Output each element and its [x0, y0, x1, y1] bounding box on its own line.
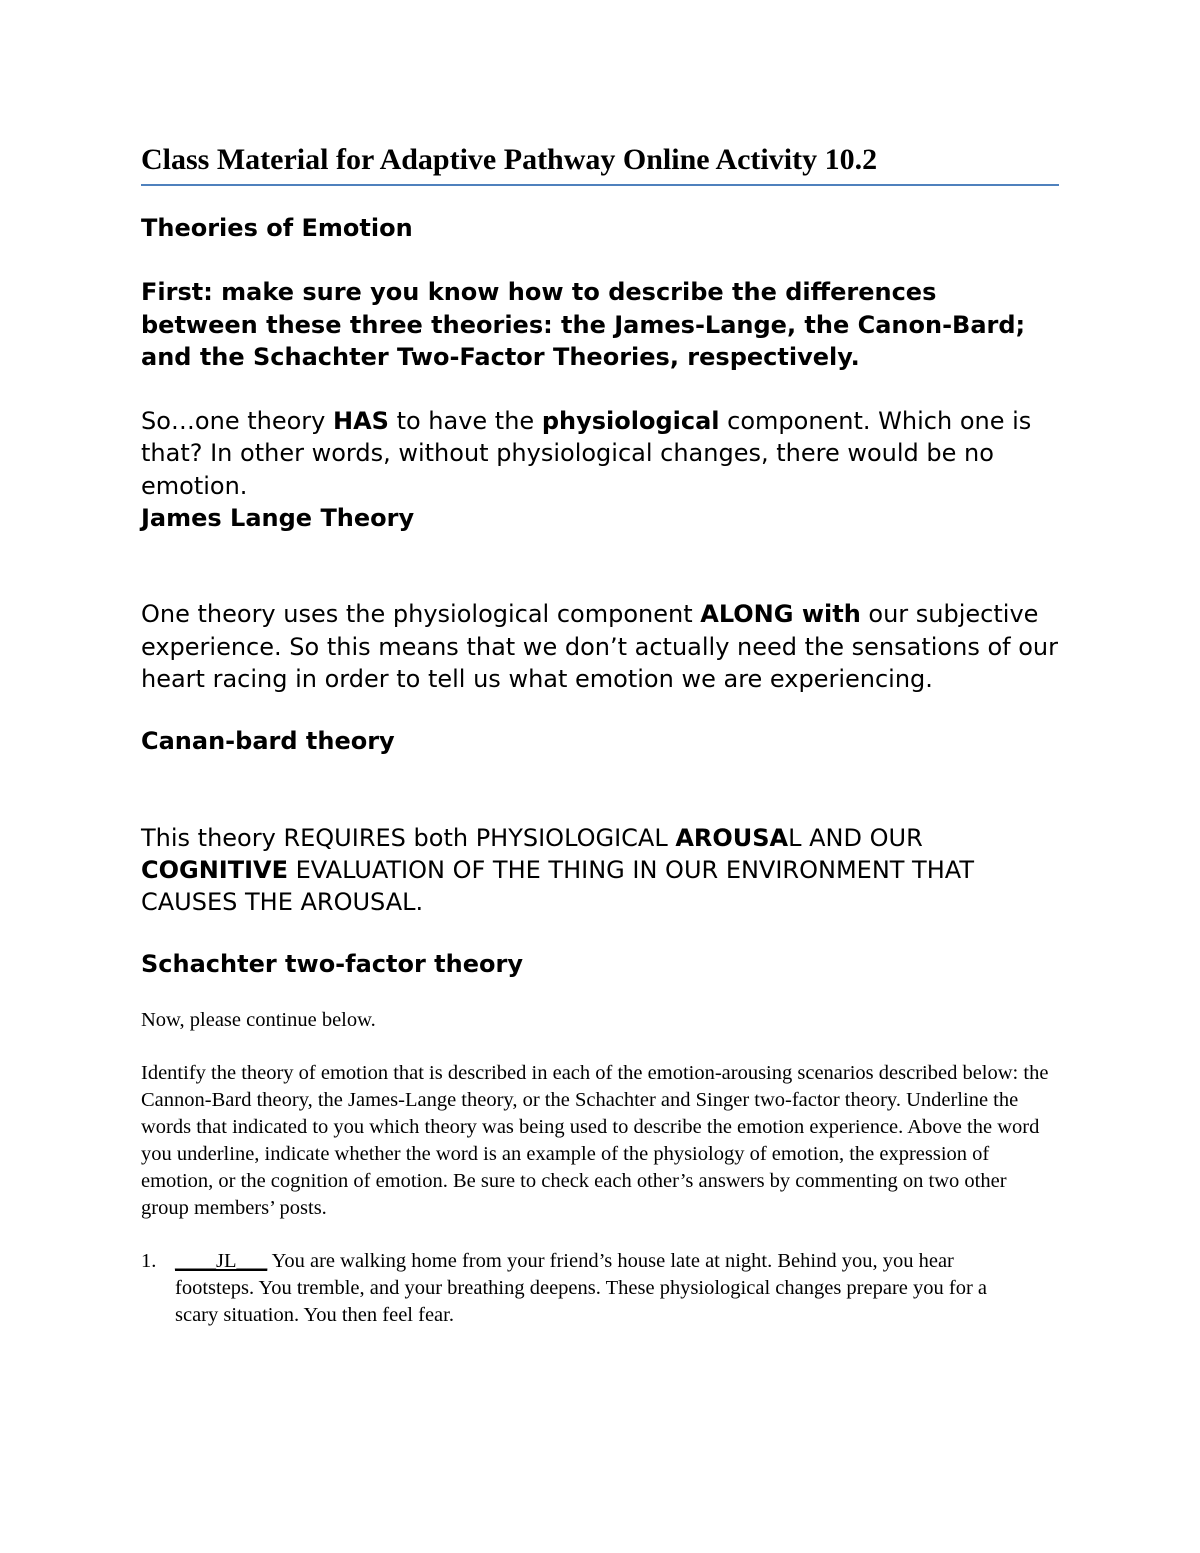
list-item-body: [175, 1248, 1059, 1329]
question-1-emphasis: physiological: [541, 407, 720, 436]
question-2: [141, 598, 1059, 695]
question-1-emphasis: HAS: [332, 407, 389, 436]
list-item: [141, 1248, 1059, 1329]
question-1-text: to have the: [388, 407, 542, 436]
answer-blank: ___: [236, 1249, 268, 1272]
question-2-emphasis: ALONG with: [700, 600, 861, 629]
document-page: [141, 140, 1059, 1329]
answer-blank-value: JL: [216, 1249, 237, 1272]
continue-text: Now, please continue below.: [141, 1008, 376, 1031]
question-3: [141, 822, 1059, 919]
question-1-text: component. Which one is that? In other words, without physiological changes, there would be no emotion.: [141, 407, 1032, 500]
answer-1: James Lange Theory: [141, 504, 415, 533]
answer-3: Schachter two-factor theory: [141, 950, 523, 979]
document-title: Class Material for Adaptive Pathway Online Activity 10.2: [141, 140, 1059, 186]
first-instruction: First: make sure you know how to describe the differences between these three theories: the James-Lange, the Canon-Bard; and the Schachter Two-Factor Theories, respectively.: [141, 278, 1026, 371]
answer-2: Canan-bard theory: [141, 727, 395, 756]
question-3-emphasis: COGNITIVE: [141, 855, 288, 884]
question-2-text: our subjective experience. So this means that we don’t actually need the sensations of our heart racing in order to tell us what emotion we are experiencing.: [141, 600, 1058, 693]
question-1-text: So…one theory: [141, 407, 333, 436]
question-2-text: One theory uses the physiological component: [141, 600, 701, 629]
question-3-text: L AND OUR: [788, 823, 923, 852]
question-3-emphasis: AROUSA: [675, 823, 789, 852]
section-heading: Theories of Emotion: [141, 214, 413, 242]
question-3-text: EVALUATION OF THE THING IN OUR ENVIRONMENT THAT CAUSES THE AROUSAL.: [141, 855, 974, 917]
list-item-number: 1.: [141, 1249, 157, 1272]
question-3-text: This theory REQUIRES both PHYSIOLOGICAL: [141, 823, 676, 852]
scenario-text: You are walking home from your friend’s house late at night. Behind you, you hear footsteps. You tremble, and your breathing deepens. These physiological changes prepare you for a scary situation. You then feel fear.: [175, 1249, 988, 1326]
answer-blank: ____: [175, 1249, 216, 1272]
identify-instructions: Identify the theory of emotion that is described in each of the emotion-arousing scenarios described below: the Cannon-Bard theory, the James-Lange theory, or the Schachter and Singer two-factor theory. Underline the words that indicated to you which theory was being used to describe the emotion experience. Above the word you underline, indicate whether the word is an example of the physiology of emotion, the expression of emotion, or the cognition of emotion. Be sure to check each other’s answers by commenting on two other group members’ posts.: [141, 1061, 1049, 1219]
question-1: [141, 405, 1059, 502]
